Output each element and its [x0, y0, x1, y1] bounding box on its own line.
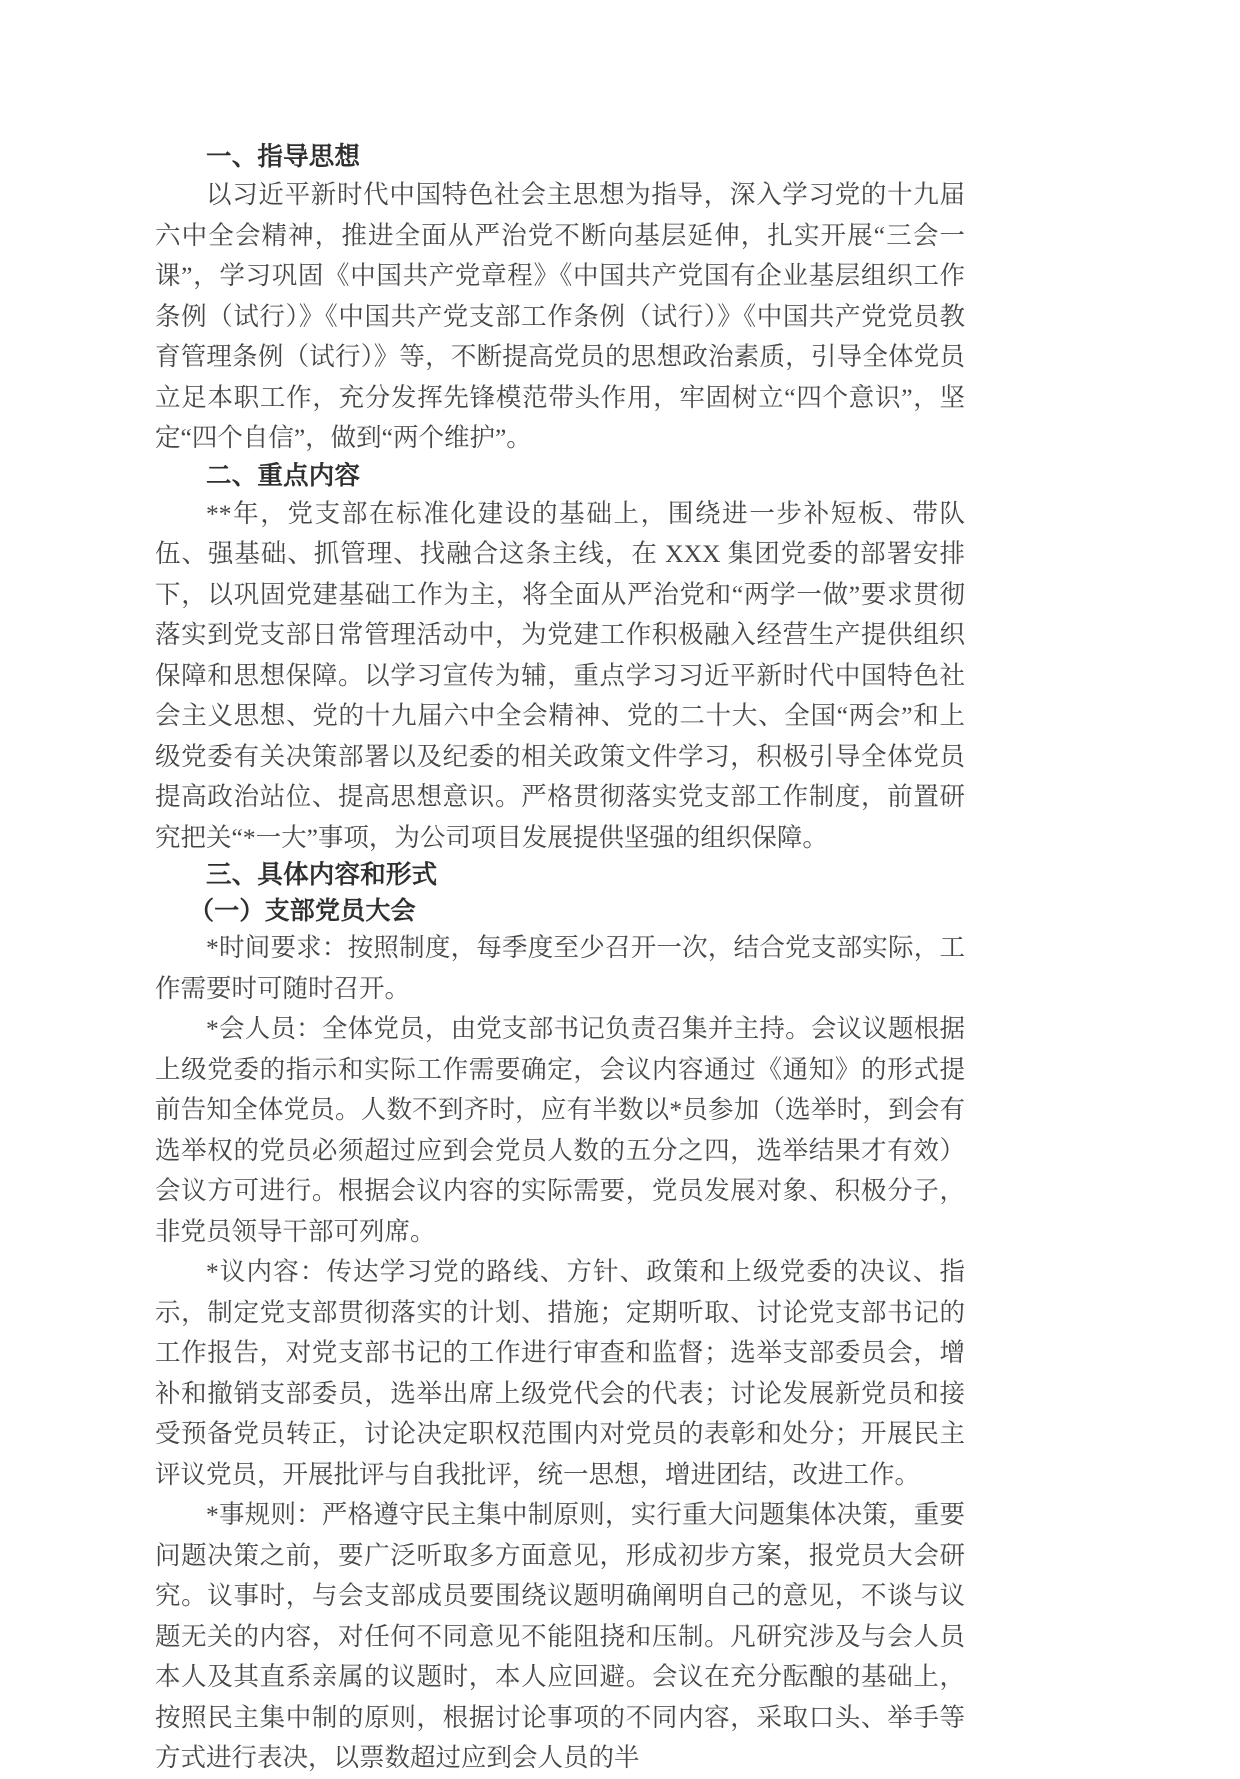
section-heading-3: 三、具体内容和形式	[206, 860, 438, 891]
subsection-1-paragraph-3: *议内容：传达学习党的路线、方针、政策和上级党委的决议、指示，制定党支部贯彻落实的计划、措施；定期听取、讨论党支部书记的工作报告，对党支部书记的工作进行审查和监督；选举支部委员会，增补和撤销支部委员，选举出席上级党代会的代表；讨论发展新党员和接受预备党员转正，讨论决定职权范围内对党员的表彰和处分；开展民主评议党员，开展批评与自我批评，统一思想，增进团结，改进工作。	[155, 1257, 965, 1489]
subsection-1-paragraph-2: *会人员：全体党员，由党支部书记负责召集并主持。会议议题根据上级党委的指示和实际工作需要确定，会议内容通过《通知》的形式提前告知全体党员。人数不到齐时，应有半数以*员参加（选举时，到会有选举权的党员必须超过应到会党员人数的五分之四，选举结果才有效）会议方可进行。根据会议内容的实际需要，党员发展对象、积极分子，非党员领导干部可列席。	[155, 1014, 965, 1246]
section-1-paragraph-1: 以习近平新时代中国特色社会主思想为指导，深入学习党的十九届六中全会精神，推进全面从严治党不断向基层延伸，扎实开展“三会一课”，学习巩固《中国共产党章程》《中国共产党国有企业基层组织工作条例（试行）》《中国共产党支部工作条例（试行）》《中国共产党党员教育管理条例（试行）》等，不断提高党员的思想政治素质，引导全体党员立足本职工作，充分发挥先锋模范带头作用，牢固树立“四个意识”，坚定“四个自信”，做到“两个维护”。	[155, 180, 965, 453]
subsection-1-paragraph-1: *时间要求：按照制度，每季度至少召开一次，结合党支部实际，工作需要时可随时召开。	[155, 933, 965, 1003]
subsection-1-paragraph-4: *事规则：严格遵守民主集中制原则，实行重大问题集体决策，重要问题决策之前，要广泛听取多方面意见，形成初步方案，报党员大会研究。议事时，与会支部成员要围绕议题明确阐明自己的意见，不谈与议题无关的内容，对任何不同意见不能阻挠和压制。凡研究涉及与会人员本人及其直系亲属的议题时，本人应回避。会议在充分酝酿的基础上，按照民主集中制的原则，根据讨论事项的不同内容，采取口头、举手等方式进行表决，以票数超过应到会人员的半	[155, 1500, 965, 1773]
section-heading-2: 二、重点内容	[206, 460, 361, 491]
subsection-heading-1: （一）支部党员大会	[189, 895, 416, 925]
section-heading-1: 一、指导思想	[206, 142, 361, 172]
section-2-paragraph-1: **年，党支部在标准化建设的基础上，围绕进一步补短板、带队伍、强基础、抓管理、找融合这条主线，在 XXX 集团党委的部署安排下，以巩固党建基础工作为主，将全面从严治党和“两学一做”要求贯彻落实到党支部日常管理活动中，为党建工作积极融入经营生产提供组织保障和思想保障。以学习宣传为辅，重点学习习近平新时代中国特色社会主义思想、党的十九届六中全会精神、党的二十大、全国“两会”和上级党委有关决策部署以及纪委的相关政策文件学习，积极引导全体党员提高政治站位、提高思想意识。严格贯彻落实党支部工作制度，前置研究把关“*一大”事项，为公司项目发展提供坚强的组织保障。	[155, 498, 965, 852]
document-body	[155, 140, 965, 1779]
